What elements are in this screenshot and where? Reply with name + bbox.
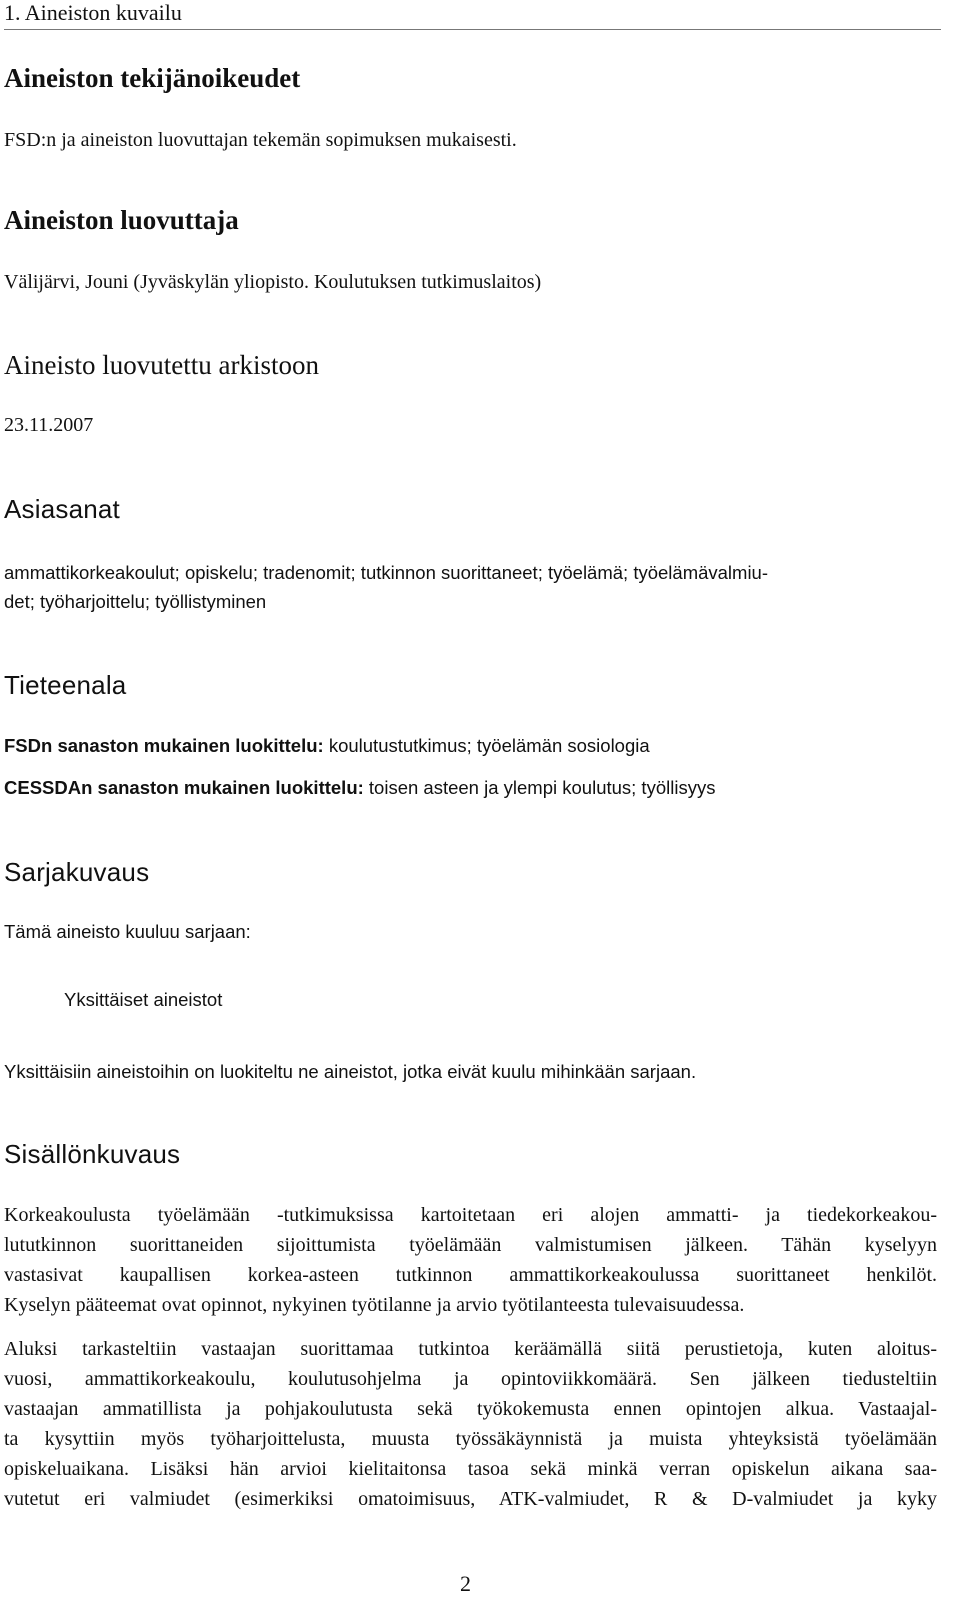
heading-content: Sisällönkuvaus: [4, 1139, 181, 1169]
chapter-title: 1. Aineiston kuvailu: [4, 0, 182, 25]
keywords-line-2: det; työharjoittelu; työllistyminen: [4, 591, 267, 612]
fsd-value: koulutustutkimus; työelämän sosiologia: [323, 735, 650, 756]
content-para2-line-3: vastaajan ammatillista ja pohjakoulutusta sekä työkokemusta ennen opintojen alkua. Vastaajal-: [4, 1398, 937, 1420]
content-para2-line-2: vuosi, ammattikorkeakoulu, koulutusohjelma ja opintoviikkomäärä. Sen jälkeen tiedusteltiin: [4, 1368, 937, 1390]
heading-depositor: Aineiston luovuttaja: [4, 205, 239, 235]
field-cessda: [4, 773, 715, 802]
page-number: 2: [460, 1571, 471, 1596]
series-name: Yksittäiset aineistot: [64, 989, 223, 1010]
content-para1-line-4: Kyselyn pääteemat ovat opinnot, nykyinen työtilanne ja arvio työtilanteesta tulevaisuudessa.: [4, 1294, 745, 1316]
heading-copyright: Aineiston tekijänoikeudet: [4, 63, 301, 93]
keywords-line-1: ammattikorkeakoulut; opiskelu; tradenomit; tutkinnon suorittaneet; työelämä; työelämävalmiu-: [4, 562, 769, 583]
cessda-label: CESSDAn sanaston mukainen luokittelu:: [4, 777, 364, 798]
heading-deposited: Aineisto luovutettu arkistoon: [4, 350, 319, 380]
field-fsd: [4, 731, 650, 760]
chapter-divider: [4, 29, 941, 30]
heading-series: Sarjakuvaus: [4, 857, 150, 887]
content-para1-line-1: Korkeakoulusta työelämään -tutkimuksissa kartoitetaan eri alojen ammatti- ja tiedekorkeakou-: [4, 1204, 937, 1226]
heading-keywords: Asiasanat: [4, 494, 120, 524]
depositor-text: Välijärvi, Jouni (Jyväskylän yliopisto. Koulutuksen tutkimuslaitos): [4, 271, 542, 293]
deposited-date: 23.11.2007: [4, 414, 94, 436]
fsd-label: FSDn sanaston mukainen luokittelu:: [4, 735, 324, 756]
content-para1-line-2: lututkinnon suorittaneiden sijoittumista työelämään valmistumisen jälkeen. Tähän kyselyyn: [4, 1234, 937, 1256]
series-description: Yksittäisiin aineistoihin on luokiteltu ne aineistot, jotka eivät kuulu mihinkään sarjaan.: [4, 1061, 697, 1082]
cessda-value: toisen asteen ja ylempi koulutus; työllisyys: [363, 777, 716, 798]
series-intro: Tämä aineisto kuuluu sarjaan:: [4, 921, 251, 942]
content-para2-line-6: vutetut eri valmiudet (esimerkiksi omatoimisuus, ATK-valmiudet, R & D-valmiudet ja kyky: [4, 1488, 937, 1510]
content-para2-line-1: Aluksi tarkasteltiin vastaajan suorittamaa tutkintoa keräämällä siitä perustietoja, kuten aloitus-: [4, 1338, 937, 1360]
content-para2-line-5: opiskeluaikana. Lisäksi hän arvioi kielitaitonsa tasoa sekä minkä verran opiskelun aikana saa-: [4, 1458, 937, 1480]
copyright-text: FSD:n ja aineiston luovuttajan tekemän sopimuksen mukaisesti.: [4, 129, 517, 151]
heading-field: Tieteenala: [4, 670, 127, 700]
content-para1-line-3: vastasivat kaupallisen korkea-asteen tutkinnon ammattikorkeakoulussa suorittaneet henkilöt.: [4, 1264, 937, 1286]
content-para2-line-4: ta kysyttiin myös työharjoittelusta, muusta työssäkäynnistä ja muista yhteyksistä työelämään: [4, 1428, 937, 1450]
